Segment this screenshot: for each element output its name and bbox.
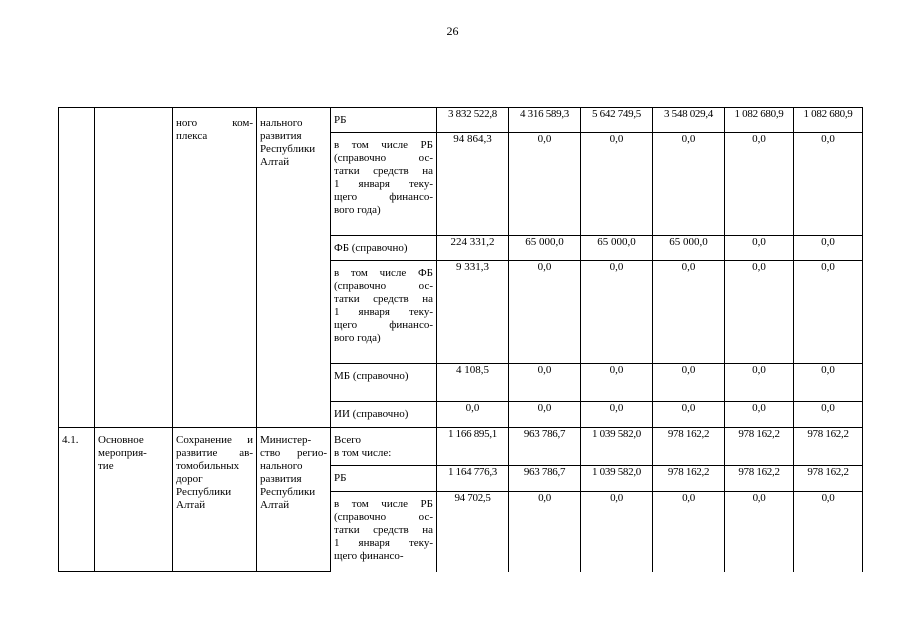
cell-line: (справочно ос- <box>334 280 433 292</box>
value-cell: 3 832 522,8 <box>437 108 509 133</box>
number-cell <box>59 108 95 428</box>
value-cell: 0,0 <box>581 133 653 236</box>
cell-line: Республики <box>176 486 232 498</box>
value-cell: 65 000,0 <box>509 236 581 261</box>
cell-line: Основное <box>98 434 144 446</box>
cell-line: щего финансо- <box>334 191 433 203</box>
value-cell: 0,0 <box>581 402 653 428</box>
table-row <box>59 428 863 466</box>
event-type-cell <box>95 108 173 428</box>
cell-line: (справочно ос- <box>334 152 433 164</box>
value-cell: 0,0 <box>437 402 509 428</box>
cell-line: в том числе РБ <box>334 139 433 151</box>
value-cell: 0,0 <box>794 492 863 572</box>
value-cell: 963 786,7 <box>509 466 581 492</box>
cell-line: в том числе: <box>334 447 392 459</box>
value-cell: 0,0 <box>653 133 725 236</box>
cell-line: щего финансо- <box>334 319 433 331</box>
value-cell: 0,0 <box>725 133 794 236</box>
value-cell: 65 000,0 <box>653 236 725 261</box>
value-cell: 0,0 <box>653 492 725 572</box>
source-cell <box>331 402 437 428</box>
cell-line: развития <box>260 473 302 485</box>
value-cell: 5 642 749,5 <box>581 108 653 133</box>
value-cell: 963 786,7 <box>509 428 581 466</box>
value-cell: 0,0 <box>725 261 794 364</box>
source-cell <box>331 492 437 572</box>
value-cell: 4 108,5 <box>437 364 509 402</box>
cell-line: томобильных <box>176 460 240 472</box>
value-cell: 0,0 <box>509 133 581 236</box>
value-cell: 3 548 029,4 <box>653 108 725 133</box>
cell-line: плекса <box>176 130 208 142</box>
value-cell: 978 162,2 <box>794 466 863 492</box>
value-cell: 0,0 <box>509 364 581 402</box>
cell-line: 1 января теку- <box>334 537 433 549</box>
cell-line: мероприя- <box>98 447 147 459</box>
value-cell: 978 162,2 <box>653 466 725 492</box>
value-cell: 0,0 <box>509 402 581 428</box>
cell-line: ФБ (справочно) <box>334 242 408 254</box>
value-cell: 0,0 <box>794 364 863 402</box>
value-cell: 0,0 <box>581 492 653 572</box>
value-cell: 0,0 <box>794 261 863 364</box>
cell-line: вого года) <box>334 204 381 216</box>
cell-line: Алтай <box>260 499 290 511</box>
cell-line: в том числе ФБ <box>334 267 433 279</box>
value-cell: 9 331,3 <box>437 261 509 364</box>
value-cell: 0,0 <box>725 402 794 428</box>
value-cell: 1 164 776,3 <box>437 466 509 492</box>
event-name-cell <box>173 428 257 572</box>
cell-line: РБ <box>334 114 347 126</box>
value-cell: 0,0 <box>653 402 725 428</box>
source-cell <box>331 133 437 236</box>
cell-line: Алтай <box>260 156 290 168</box>
value-cell: 0,0 <box>653 261 725 364</box>
cell-line: татки средств на <box>334 524 433 536</box>
value-cell: 0,0 <box>794 402 863 428</box>
cell-line: нального <box>260 460 303 472</box>
number-cell: 4.1. <box>59 428 95 572</box>
source-cell <box>331 261 437 364</box>
value-cell: 4 316 589,3 <box>509 108 581 133</box>
value-cell: 978 162,2 <box>725 466 794 492</box>
value-cell: 224 331,2 <box>437 236 509 261</box>
cell-line: ство регио- <box>260 447 327 459</box>
table-row <box>59 108 863 133</box>
value-cell: 1 082 680,9 <box>794 108 863 133</box>
value-cell: 1 039 582,0 <box>581 428 653 466</box>
cell-line: МБ (справочно) <box>334 370 409 382</box>
cell-line: развития <box>260 130 302 142</box>
value-cell: 0,0 <box>509 492 581 572</box>
value-cell: 1 039 582,0 <box>581 466 653 492</box>
value-cell: 94 702,5 <box>437 492 509 572</box>
event-type-cell <box>95 428 173 572</box>
cell-line: 1 января теку- <box>334 306 433 318</box>
value-cell: 1 166 895,1 <box>437 428 509 466</box>
value-cell: 65 000,0 <box>581 236 653 261</box>
cell-line: Министер- <box>260 434 312 446</box>
value-cell: 0,0 <box>509 261 581 364</box>
source-cell <box>331 108 437 133</box>
executor-cell <box>257 428 331 572</box>
cell-line: нального <box>260 117 303 129</box>
value-cell: 0,0 <box>725 364 794 402</box>
cell-line: Республики <box>260 486 316 498</box>
cell-line: ного ком- <box>176 117 253 129</box>
value-cell: 0,0 <box>653 364 725 402</box>
cell-line: (справочно ос- <box>334 511 433 523</box>
cell-line: щего финансо- <box>334 550 404 562</box>
cell-line: в том числе РБ <box>334 498 433 510</box>
cell-line: тие <box>98 460 114 472</box>
source-cell <box>331 428 437 466</box>
source-cell <box>331 364 437 402</box>
executor-cell <box>257 108 331 428</box>
value-cell: 0,0 <box>794 236 863 261</box>
value-cell: 0,0 <box>581 364 653 402</box>
source-cell <box>331 236 437 261</box>
cell-line: развитие ав- <box>176 447 253 459</box>
value-cell: 978 162,2 <box>653 428 725 466</box>
cell-line: РБ <box>334 472 347 484</box>
event-name-cell <box>173 108 257 428</box>
cell-line: дорог <box>176 473 203 485</box>
source-cell <box>331 466 437 492</box>
value-cell: 1 082 680,9 <box>725 108 794 133</box>
page-number: 26 <box>446 24 459 38</box>
cell-line: Республики <box>260 143 316 155</box>
value-cell: 0,0 <box>725 492 794 572</box>
cell-line: Алтай <box>176 499 206 511</box>
cell-line: 1 января теку- <box>334 178 433 190</box>
budget-table <box>58 107 863 572</box>
value-cell: 978 162,2 <box>794 428 863 466</box>
value-cell: 978 162,2 <box>725 428 794 466</box>
cell-line: татки средств на <box>334 165 433 177</box>
cell-line: татки средств на <box>334 293 433 305</box>
cell-line: Сохранение и <box>176 434 253 446</box>
value-cell: 94 864,3 <box>437 133 509 236</box>
cell-line: вого года) <box>334 332 381 344</box>
cell-line: ИИ (справочно) <box>334 408 409 420</box>
cell-line: Всего <box>334 434 361 446</box>
value-cell: 0,0 <box>794 133 863 236</box>
value-cell: 0,0 <box>725 236 794 261</box>
value-cell: 0,0 <box>581 261 653 364</box>
